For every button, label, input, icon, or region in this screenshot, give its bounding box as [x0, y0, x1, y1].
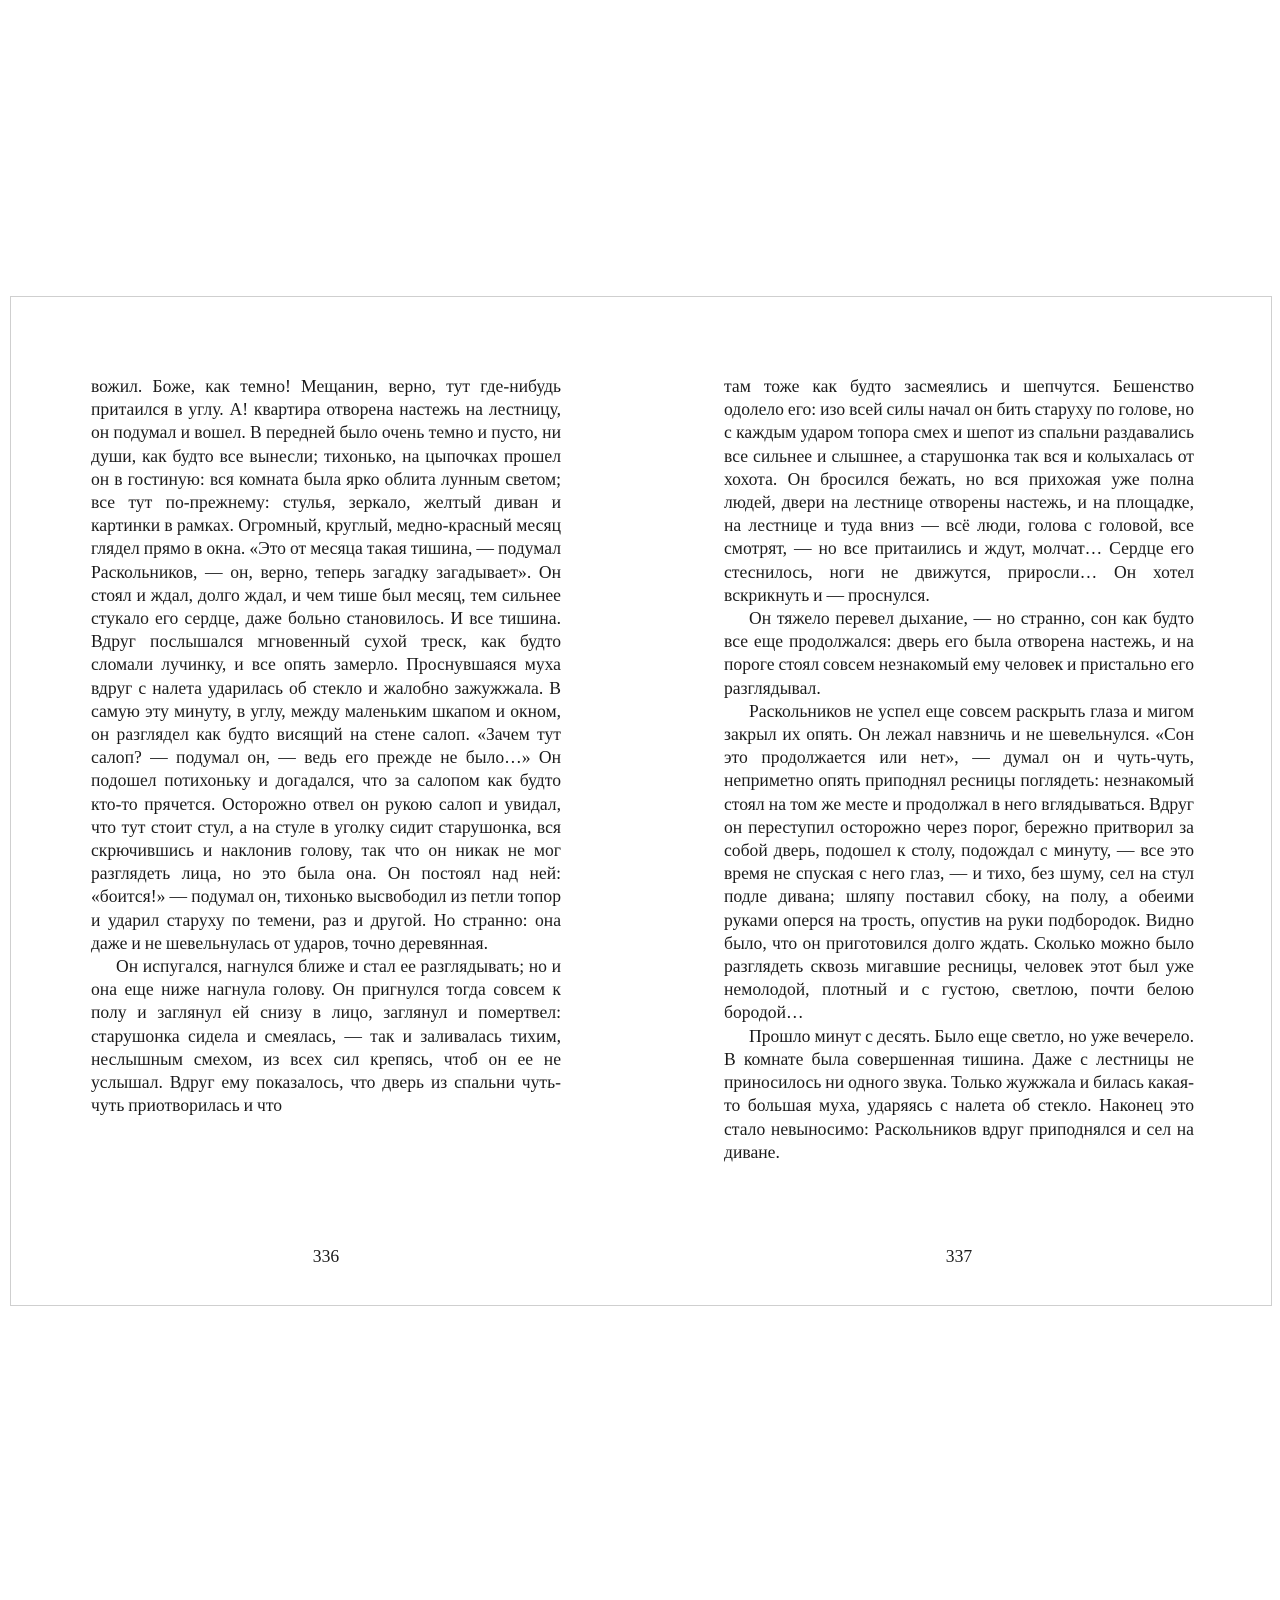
- right-page-number: 337: [945, 1246, 973, 1266]
- left-paragraph-2: Он испугался, нагнулся ближе и стал ее разглядывать; но и она еще ниже нагнула голову. Он пригнулся тогда совсем к полу и заглянул ей снизу в лицо, заглянул и помертвел: старушонка сидела и смеялась, — так и заливалась тихим, неслышным смехом, из всех сил крепясь, чтоб он ее не услышал. Вдруг ему показалось, что дверь из спальни чуть-чуть приотворилась и что: [91, 956, 561, 1116]
- left-page-number: 336: [312, 1246, 340, 1266]
- left-page-text: [91, 375, 561, 1220]
- right-paragraph-3: Раскольников не успел еще совсем раскрыть глаза и мигом закрыл их опять. Он лежал навзничь и не шевельнулся. «Сон это продолжается или нет», — думал он и чуть-чуть, неприметно опять приподнял ресницы поглядеть: незнакомый стоял на том же месте и продолжал в него вглядываться. Вдруг он переступил осторожно через порог, бережно притворил за собой дверь, подошел к столу, подождал с минуту, — все это время не спуская с него глаз, — и тихо, без шуму, сел на стул подле дивана; шляпу поставил сбоку, на полу, а обеими руками оперся на трость, опустив на руки подбородок. Видно было, что он приготовился долго ждать. Сколько можно было разглядеть сквозь мигавшие ресницы, человек этот был уже немолодой, плотный и с густою, светлою, почти белою бородой…: [724, 700, 1194, 1023]
- right-paragraph-1: там тоже как будто засмеялись и шепчутся. Бешенство одолело его: изо всей силы начал он бить старуху по голове, но с каждым ударом топора смех и шепот из спальни раздавались все сильнее и слышнее, а старушонка так вся и колыхалась от хохота. Он бросился бежать, но вся прихожая уже полна людей, двери на лестнице отворены настежь, и на площадке, на лестнице и туда вниз — всё люди, голова с головой, все смотрят, — но все притаились и ждут, молчат… Сердце его стеснилось, ноги не движутся, приросли… Он хотел вскрикнуть и — проснулся.: [724, 376, 1194, 605]
- left-page: [91, 375, 561, 1220]
- right-paragraph-4: Прошло минут с десять. Было еще светло, но уже вечерело. В комнате была совершенная тишина. Даже с лестницы не приносилось ни одного звука. Только жужжала и билась какая-то большая муха, ударяясь с налета об стекло. Наконец это стало невыносимо: Раскольников вдруг приподнялся и сел на диване.: [724, 1025, 1194, 1162]
- right-paragraph-2: Он тяжело перевел дыхание, — но странно, сон как будто все еще продолжался: дверь его была отворена настежь, и на пороге стоял совсем незнакомый ему человек и пристально его разглядывал.: [724, 608, 1194, 698]
- right-page: [724, 375, 1194, 1220]
- left-paragraph-1: вожил. Боже, как темно! Мещанин, верно, тут где-нибудь притаился в углу. А! квартира отворена настежь на лестницу, он подумал и вошел. В передней было очень темно и пусто, ни души, как будто все вынесли; тихонько, на цыпочках прошел он в гостиную: вся комната была ярко облита лунным светом; все тут по-прежнему: стулья, зеркало, желтый диван и картинки в рамках. Огромный, круглый, медно-красный месяц глядел прямо в окна. «Это от месяца такая тишина, — подумал Раскольников, — он, верно, теперь загадку загадывает». Он стоял и ждал, долго ждал, и чем тише был месяц, тем сильнее стукало его сердце, даже больно становилось. И все тишина. Вдруг послышался мгновенный сухой треск, как будто сломали лучинку, и все опять замерло. Проснувшаяся муха вдруг с налета ударилась об стекло и жалобно зажужжала. В самую эту минуту, в углу, между маленьким шкапом и окном, он разглядел как будто висящий на стене салоп. «Зачем тут салоп? — подумал он, — ведь его прежде не было…» Он подошел потихоньку и догадался, что за салопом как будто кто-то прячется. Осторожно отвел он рукою салоп и увидал, что тут стоит стул, а на стуле в уголку сидит старушонка, вся скрючившись и наклонив голову, так что он никак не мог разглядеть лица, но это была она. Он постоял над ней: «боится!» — подумал он, тихонько высвободил из петли топор и ударил старуху по темени, раз и другой. Но странно: она даже и не шевельнулась от ударов, точно деревянная.: [91, 376, 561, 953]
- book-spread: [10, 296, 1272, 1306]
- right-page-text: [724, 375, 1194, 1220]
